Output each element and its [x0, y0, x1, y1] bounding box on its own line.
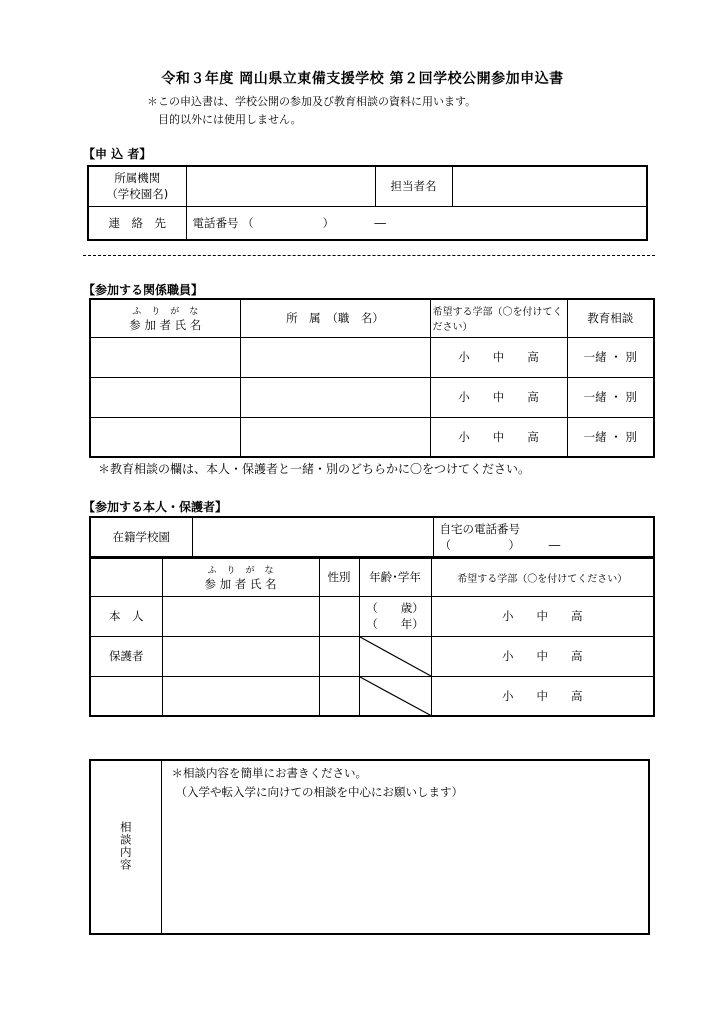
staff-consult-choice[interactable]: 一緒 ・ 別: [567, 337, 654, 377]
family-name-input[interactable]: [162, 676, 319, 716]
role-other[interactable]: [90, 676, 162, 716]
grade-field: （ 年）: [366, 617, 424, 631]
staff-name-header: [90, 299, 240, 337]
family-dept-header: 希望する学部（〇を付けてください）: [431, 558, 654, 596]
table-row: [90, 676, 654, 716]
family-heading: 【参加する本人・保護者】: [83, 500, 228, 514]
family-name-header: [162, 558, 319, 596]
page-title: 令和３年度 岡山県立東備支援学校 第２回学校公開参加申込書: [161, 71, 564, 87]
age-grade-na-cell: [359, 676, 431, 716]
staff-affiliation-input[interactable]: [240, 417, 430, 457]
consultation-subnote: （入学や転入学に向けての相談を中心にお願いします）: [175, 785, 463, 799]
table-row: [90, 636, 654, 676]
staff-name-input[interactable]: [90, 377, 240, 417]
family-furigana: ふりがな: [207, 565, 284, 576]
consultation-instruction: ＊相談内容を簡単にお書きください。: [171, 766, 367, 780]
role-header: [90, 558, 162, 596]
dashed-divider: [83, 255, 655, 256]
consultation-input[interactable]: [161, 760, 649, 934]
gender-input[interactable]: [319, 636, 359, 676]
org-input[interactable]: [186, 166, 375, 206]
age-grade-header: 年齢･学年: [359, 558, 431, 596]
family-table: [89, 557, 655, 717]
staff-affiliation-input[interactable]: [240, 337, 430, 377]
staff-affiliation-header: 所 属 （職 名）: [240, 299, 430, 337]
note-line-2: 目的以外には使用しません。: [158, 113, 302, 126]
consultation-table: [89, 759, 650, 935]
table-row: [90, 596, 654, 636]
phone-field[interactable]: 電話番号 （ ） ―: [186, 206, 647, 240]
family-school-table: [89, 516, 655, 558]
staff-consult-header: 教育相談: [567, 299, 654, 337]
family-dept-choice[interactable]: 小 中 高: [431, 636, 654, 676]
role-guardian: 保護者: [90, 636, 162, 676]
gender-header: 性別: [319, 558, 359, 596]
staff-table: [89, 298, 655, 458]
contact-person-input[interactable]: [452, 166, 647, 206]
family-name-label: 参 加 者 氏 名: [204, 576, 277, 591]
table-row: [90, 417, 654, 457]
diagonal-slash: [360, 637, 431, 676]
table-row: [90, 337, 654, 377]
age-grade-input[interactable]: [359, 596, 431, 636]
note-line-1: ＊この申込書は、学校公開の参加及び教育相談の資料に用います。: [147, 95, 477, 108]
table-row: [90, 377, 654, 417]
consultation-label-cell: [90, 760, 161, 934]
staff-affiliation-input[interactable]: [240, 377, 430, 417]
family-dept-choice[interactable]: 小 中 高: [431, 596, 654, 636]
staff-name-input[interactable]: [90, 337, 240, 377]
home-phone-cell[interactable]: [433, 517, 654, 557]
staff-consult-choice[interactable]: 一緒 ・ 別: [567, 417, 654, 457]
staff-dept-choice[interactable]: 小 中 高: [430, 417, 567, 457]
staff-name-input[interactable]: [90, 417, 240, 457]
applicant-heading: 【申 込 者】: [83, 147, 152, 161]
family-name-input[interactable]: [162, 596, 319, 636]
home-phone-label: 自宅の電話番号: [439, 522, 520, 536]
staff-furigana: ふりがな: [132, 306, 209, 317]
contact-label: 連 絡 先: [88, 206, 186, 240]
staff-dept-choice[interactable]: 小 中 高: [430, 377, 567, 417]
age-grade-na-cell: [359, 636, 431, 676]
consultation-label: 相談内容: [118, 820, 133, 871]
staff-dept-header: 希望する学部（〇を付けてください）: [430, 299, 567, 337]
age-field: （ 歳）: [366, 601, 424, 615]
school-label: 在籍学校園: [90, 517, 192, 557]
role-self: 本 人: [90, 596, 162, 636]
school-input[interactable]: [192, 517, 433, 557]
staff-footnote: ＊教育相談の欄は、本人・保護者と一緒・別のどちらかに〇をつけてください。: [98, 462, 531, 476]
family-name-input[interactable]: [162, 636, 319, 676]
org-label-2: （学校園名): [106, 187, 169, 202]
contact-person-label: 担当者名: [375, 166, 452, 206]
gender-input[interactable]: [319, 676, 359, 716]
family-dept-choice[interactable]: 小 中 高: [431, 676, 654, 716]
staff-heading: 【参加する関係職員】: [83, 283, 204, 297]
home-phone-value: （ ） ―: [439, 538, 561, 552]
diagonal-slash: [360, 677, 431, 716]
staff-name-label: 参 加 者 氏 名: [129, 317, 202, 332]
gender-input[interactable]: [319, 596, 359, 636]
staff-dept-choice[interactable]: 小 中 高: [430, 337, 567, 377]
staff-consult-choice[interactable]: 一緒 ・ 別: [567, 377, 654, 417]
org-label-cell: [88, 166, 186, 206]
org-label-1: 所属機関: [114, 171, 161, 186]
applicant-table: [87, 165, 648, 241]
